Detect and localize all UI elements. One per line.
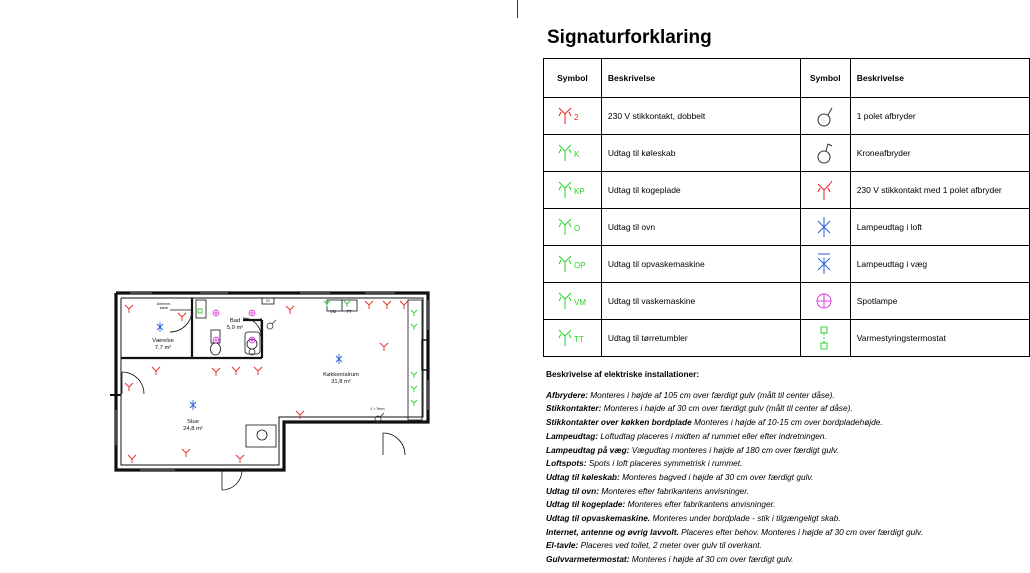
legend-symbol-cell (800, 135, 850, 172)
description-label: Udtag til ovn: (546, 485, 600, 496)
outlet-symbols (125, 301, 408, 463)
legend-row (544, 283, 1030, 320)
room-area-stue: 24,8 m² (183, 426, 203, 432)
antenna-label: Antenne-kabel (156, 302, 172, 311)
description-label: Lampeudtag: (546, 430, 599, 441)
legend-description: 230 V stikkontakt med 1 polet afbryder (850, 172, 1029, 209)
description-heading: Beskrivelse af elektriske installationer: (546, 369, 700, 379)
legend-description: Udtag til ovn (601, 209, 800, 246)
description-text: Placeres efter behov. Monteres i højde af 30 cm over færdigt gulv. (678, 526, 923, 537)
room-area-vaerelse: 7,7 m² (154, 345, 172, 351)
wall-lamp-icon (802, 250, 848, 278)
legend-symbol-cell (544, 172, 602, 209)
legend-description: Spotlampe (850, 283, 1029, 320)
legend-description: Kroneafbryder (850, 135, 1029, 172)
outlet-switch-icon (802, 176, 848, 204)
description-row (546, 444, 1026, 458)
header-desc-right: Beskrivelse (850, 59, 1029, 98)
description-row (546, 512, 1026, 526)
legend-description: Udtag til tørretumbler (601, 320, 800, 357)
legend-header-row (544, 59, 1030, 98)
legend-row (544, 135, 1030, 172)
description-label: Stikkontakter over køkken bordplade (546, 417, 692, 428)
svg-text:K: K (574, 150, 580, 159)
legend-symbol-cell (544, 209, 602, 246)
legend-description: Udtag til vaskemaskine (601, 283, 800, 320)
room-name-vaerelse: Værelse (152, 338, 174, 344)
legend-symbol-cell (800, 172, 850, 209)
legend-symbol-cell (544, 98, 602, 135)
lamp-symbols (154, 322, 342, 410)
legend-symbol-cell (800, 209, 850, 246)
legend-description: Lampeudtag i væg (850, 246, 1029, 283)
outlet-dryer-icon (549, 324, 595, 352)
room-name-kokken: Køkken/alrum (323, 372, 359, 378)
chandelier-switch-icon (802, 139, 848, 167)
svg-text:VM: VM (574, 298, 587, 307)
description-row (546, 553, 1026, 567)
room-name-stue: Stue (187, 419, 199, 425)
room-labels (152, 299, 385, 432)
legend-description: 230 V stikkontakt, dobbelt (601, 98, 800, 135)
windows (116, 293, 428, 470)
legend-description: Udtag til kogeplade (601, 172, 800, 209)
description-label: El-tavle: (546, 540, 579, 551)
legend-description: Varmestyringstermostat (850, 320, 1029, 357)
description-label: Udtag til opvaskemaskine. (546, 513, 651, 524)
thermostat-icon (802, 324, 848, 352)
tt-label: TT (346, 309, 352, 314)
description-row (546, 485, 1026, 499)
page-divider (517, 0, 518, 18)
legend-symbol-cell (800, 320, 850, 357)
description-label: Stikkontakter: (546, 403, 602, 414)
legend-row (544, 172, 1030, 209)
legend-symbol-cell (544, 246, 602, 283)
legend-symbol-cell (800, 283, 850, 320)
legend-title: Signaturforklaring (547, 27, 712, 48)
description-row (546, 539, 1026, 553)
legend-symbol-cell (800, 246, 850, 283)
svg-text:2: 2 (574, 113, 579, 122)
legend-row (544, 320, 1030, 357)
description-text: Placeres ved toilet, 2 meter over gulv til overkant. (578, 540, 762, 551)
description-row (546, 430, 1026, 444)
legend-row (544, 98, 1030, 135)
description-label: Afbrydere: (546, 389, 588, 400)
legend-description: 1 polet afbryder (850, 98, 1029, 135)
legend-description: Udtag til køleskab (601, 135, 800, 172)
description-row (546, 457, 1026, 471)
svg-text:O: O (574, 224, 581, 233)
description-row (546, 498, 1026, 512)
el-label: El (266, 299, 270, 303)
description-text: Loftudtag placeres i midten af rummet eller efter indretningen. (598, 430, 827, 441)
doors (110, 310, 405, 490)
vm-label: VM (329, 309, 337, 314)
outlet-washer-icon (549, 287, 595, 315)
switch-icon (802, 102, 848, 130)
description-text: Monteres under bordplade - stik i tilgængeligt skab. (650, 513, 841, 524)
description-label: Internet, antenne og øvrig lavvolt. (546, 526, 679, 537)
outlet-fridge-icon (549, 139, 595, 167)
appliance-outlet-symbols (198, 301, 417, 406)
outer-walls (116, 293, 428, 470)
description-text: Monteres bagved i højde af 30 cm over færdigt gulv. (619, 471, 814, 482)
spotlight-icon (802, 287, 848, 315)
ceiling-lamp-icon (802, 213, 848, 241)
header-symbol-left: Symbol (544, 59, 602, 98)
description-label: Udtag til køleskab: (546, 471, 620, 482)
header-desc-left: Beskrivelse (601, 59, 800, 98)
description-label: Gulvvarmetermostat: (546, 554, 630, 565)
description-row (546, 526, 1026, 540)
description-text: Monteres i højde af 105 cm over færdigt gulv (målt til center dåse). (587, 389, 835, 400)
legend-description: Udtag til opvaskemaskine (601, 246, 800, 283)
description-text: Monteres efter fabrikantens anvisninger. (625, 499, 776, 510)
legend-table (543, 58, 1030, 357)
svg-text:OP: OP (574, 261, 586, 270)
header-symbol-right: Symbol (800, 59, 850, 98)
description-row (546, 471, 1026, 485)
description-label: Loftspots: (546, 458, 587, 469)
outlet-hob-icon (549, 176, 595, 204)
switch-symbols (249, 320, 384, 422)
description-label: Udtag til kogeplade: (546, 499, 626, 510)
outlet-oven-icon (549, 213, 595, 241)
legend-row (544, 246, 1030, 283)
outlet-double-icon (549, 102, 595, 130)
description-text: Spots i loft placeres symmetrisk i rummet. (586, 458, 743, 469)
legend-symbol-cell (544, 320, 602, 357)
room-area-bad: 5,9 m² (226, 325, 244, 331)
description-text: Monteres i højde af 30 cm over færdigt gulv. (629, 554, 794, 565)
installation-description (546, 368, 1026, 567)
description-row (546, 389, 1026, 403)
room-area-kokken: 31,8 m² (331, 379, 351, 385)
legend-row (544, 209, 1030, 246)
room-name-bad: Bad (229, 318, 241, 324)
svg-text:KP: KP (574, 187, 586, 196)
legend-symbol-cell (544, 283, 602, 320)
legend-symbol-cell (544, 135, 602, 172)
description-row (546, 402, 1026, 416)
description-text: Vægudtag monteres i højde af 180 cm over færdigt gulv. (629, 444, 839, 455)
description-text: Monteres i højde af 30 cm over færdigt gulv (målt til center af dåse). (601, 403, 853, 414)
description-text: Monteres efter fabrikantens anvisninger. (599, 485, 750, 496)
termo-label: 1 = Term. (370, 407, 386, 411)
description-row (546, 416, 1026, 430)
legend-symbol-cell (800, 98, 850, 135)
description-text: Monteres i højde af 10-15 cm over bordpladehøjde. (691, 417, 883, 428)
outlet-dishwasher-icon (549, 250, 595, 278)
svg-text:TT: TT (574, 335, 585, 344)
description-label: Lampeudtag på væg: (546, 444, 630, 455)
legend-description: Lampeudtag i loft (850, 209, 1029, 246)
